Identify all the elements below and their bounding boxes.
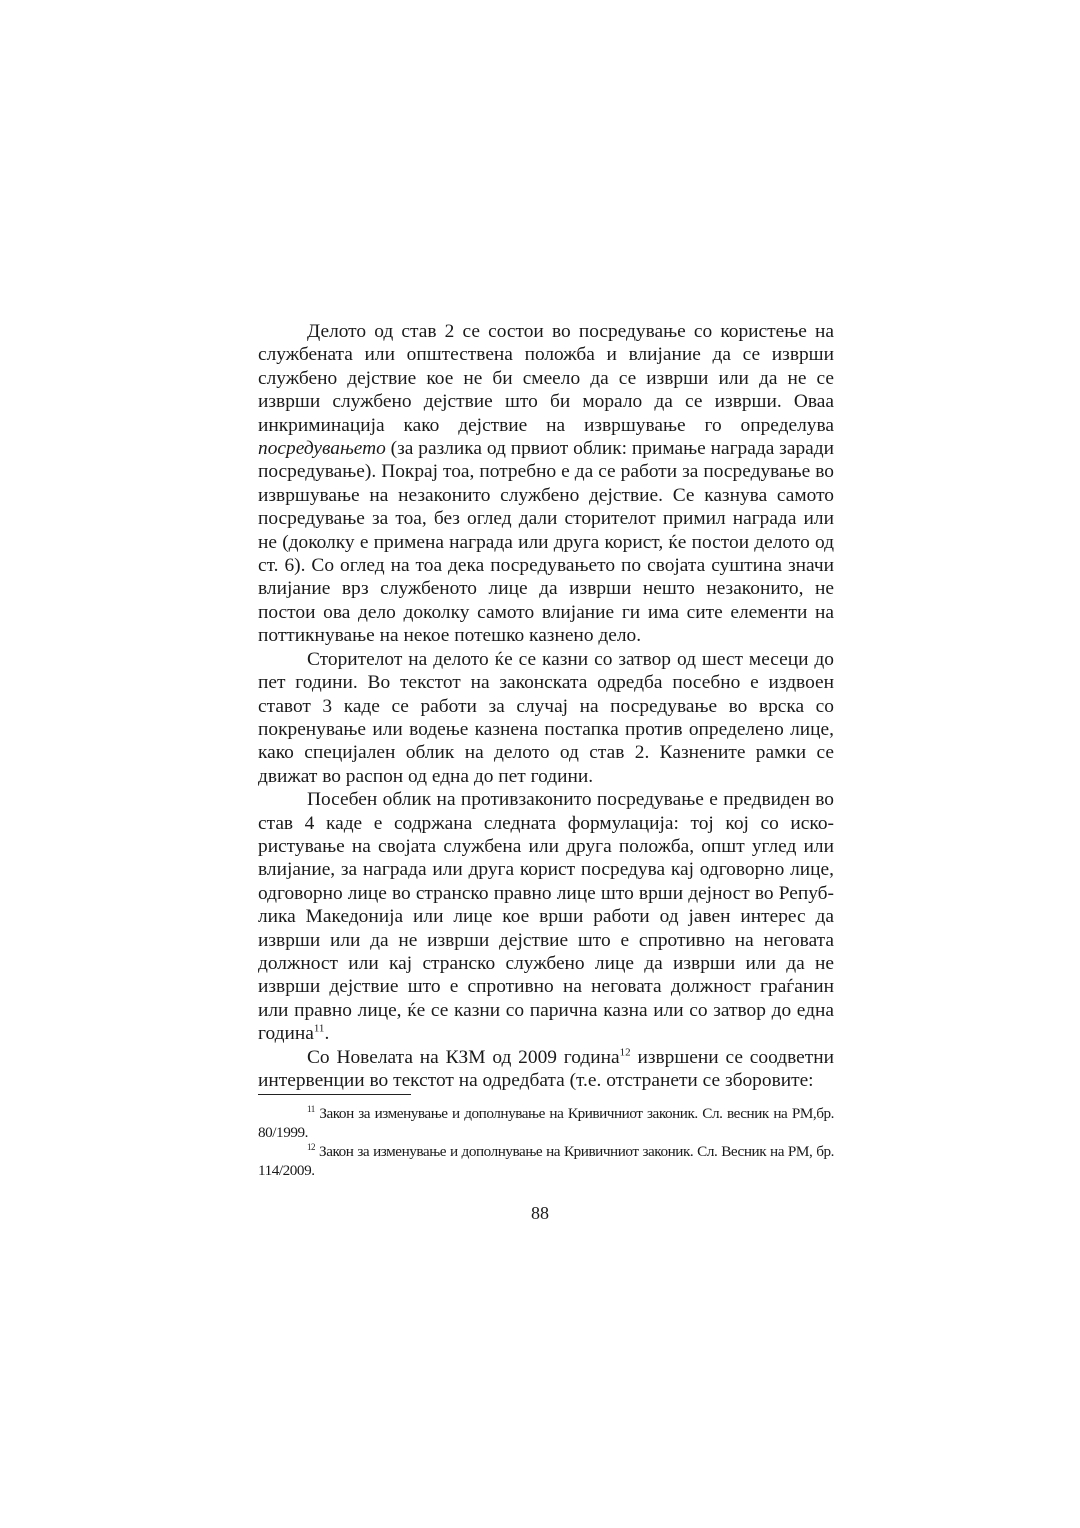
footnote-ref-11[interactable]: 11 [313,1022,325,1035]
page-number: 88 [531,1203,549,1223]
paragraph-1-text-b: (за разлика од првиот облик: примање награда заради посредување). Покрај тоа, потребно е да се работи за посредување во извршување на незаконито службено дејствие. Се казнува самото посредување за тоа, без оглед дали сторителот примил награда или не (доколку е примена награда или друга корист, ќе постои делото од ст. 6). Со оглед на тоа дека посредувањето по својата суштина значи влијание врз службеното лице да изврши нешто незаконито, не постои ова дело доколку самото влијание ги има сите елементи на поттикнување на некое потешко казнено дело. [258,438,834,647]
footnote-12 [258,1142,834,1180]
footnote-ref-12[interactable]: 12 [619,1046,631,1059]
paragraph-1-text-a: Делото од став 2 се состои во посредување со користење на службената или општествена положба и влијание да се изврши службено дејствие кое не би смеело да се изврши или да не се изврши службено дејствие што би морало да се изврши. Оваа инкриминација како дејствие на извршување го определува [258,321,834,436]
paragraph-4-text-b: извршени се соодветни интервенции во текстот на одредбата (т.е. отстранети се зборовите: [258,1046,834,1091]
paragraph-1-emphasis: посредувањето [258,438,386,460]
paragraph-3 [258,788,834,1045]
footnote-11 [258,1104,834,1142]
paragraph-2: Сторителот на делото ќе се казни со затвор од шест месеци до пет години. Во текстот на законската одредба посебно е издвоен ставот 3 каде се работи за случај на посредување во врска со покренување или водење казнена постапка против определено лице, како специјален облик на делото од став 2. Казнените рамки се движат во распон од една до пет години. [258,648,834,787]
paragraph-4 [258,1046,834,1093]
paragraph-1 [258,320,834,648]
paragraph-3-end: . [324,1023,330,1045]
footnote-text: Закон за изменување и дополнување на Кривичниот законик. Сл. весник на РМ,бр. 80/1999. [258,1105,834,1141]
body-text [258,320,834,1092]
footnote-separator [258,1094,411,1095]
footnote-number: 11 [307,1103,315,1114]
footnotes [258,1104,834,1180]
paragraph-3-text: Посебен облик на противзаконито посредување е предвиден во став 4 каде е содржана следната формулација: тој кој со искористување на својата службена или друга положба, општ углед или влијание, за награда или друга корист посредува кај одговорно лице, одговорно лице во странско правно лице што врши дејност во Република Македонија или лице кое врши работи од јавен интерес да изврши или да не изврши дејствие што е спротивно на неговата должност или кај странско службено лице да изврши или да не изврши дејствие што е спротивно на неговата должност граѓанин или правно лице, ќе се казни со парична казна или со затвор до една година [258,789,834,1045]
footnote-text: Закон за изменување и дополнување на Кривичниот законик. Сл. Весник на РМ, бр. 114/2009. [258,1143,834,1179]
paragraph-4-text-a: Со Новелата на КЗМ од 2009 година [307,1046,620,1068]
footnote-number: 12 [307,1141,316,1152]
